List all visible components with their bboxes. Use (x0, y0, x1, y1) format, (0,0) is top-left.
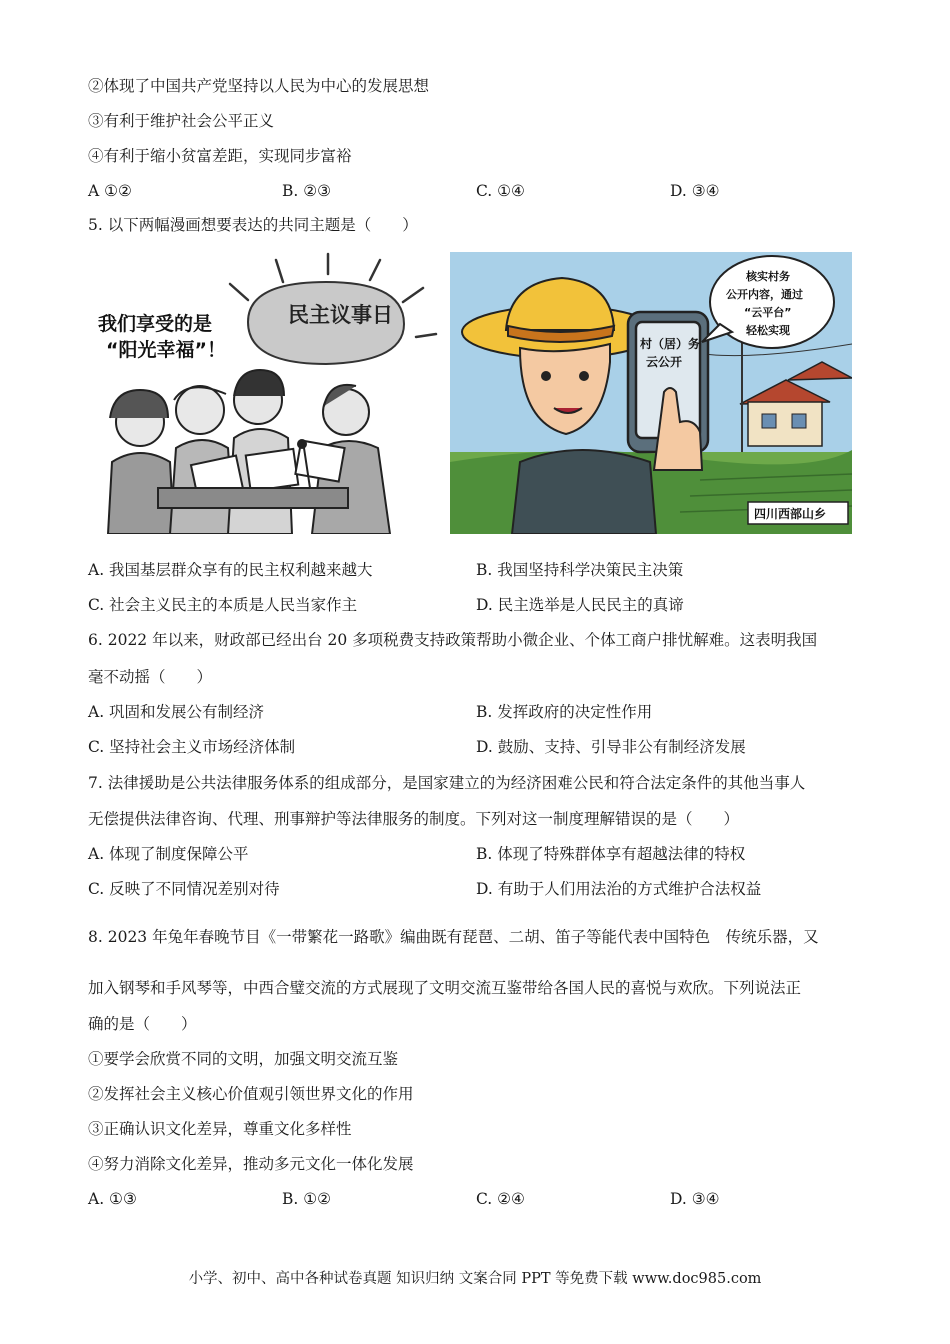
q4-statement-4: ④有利于缩小贫富差距，实现同步富裕 (88, 147, 352, 165)
q8-statement-4: ④努力消除文化差异，推动多元文化一体化发展 (88, 1155, 414, 1173)
q6-stem-line-1: 6. 2022 年以来，财政部已经出台 20 多项税费支持政策帮助小微企业、个体工商户排忧解难。这表明我国 (88, 631, 818, 649)
q5-option-c: C. 社会主义民主的本质是人民当家作主 (88, 596, 358, 614)
q5-option-a: A. 我国基层群众享有的民主权利越来越大 (88, 561, 373, 579)
q5-stem: 5. 以下两幅漫画想要表达的共同主题是（ ） (88, 216, 418, 234)
left-speech-line-1: 我们享受的是 (98, 313, 213, 335)
q7-option-c: C. 反映了不同情况差别对待 (88, 880, 280, 898)
q7-stem-line-2: 无偿提供法律咨询、代理、刑事辩护等法律服务的制度。下列对这一制度理解错误的是（ ） (88, 810, 740, 828)
q6-option-a: A. 巩固和发展公有制经济 (88, 703, 265, 721)
q8-statement-3: ③正确认识文化差异，尊重文化多样性 (88, 1120, 352, 1138)
q6-option-c: C. 坚持社会主义市场经济体制 (88, 738, 296, 756)
page-footer: 小学、初中、高中各种试卷真题 知识归纳 文案合同 PPT 等免费下载 www.doc985.com (188, 1271, 762, 1287)
q5-option-b: B. 我国坚持科学决策民主决策 (476, 561, 684, 579)
democracy-day-cartoon (98, 252, 438, 534)
phone-screen-line-2: 云公开 (646, 355, 683, 369)
q8-stem-line-1: 8. 2023 年兔年春晚节目《一带繁花一路歌》编曲既有琵琶、二胡、笛子等能代表中国特色 传统乐器，又 (88, 928, 819, 946)
bubble-line-3: “云平台” (744, 306, 792, 319)
q7-option-d: D. 有助于人们用法治的方式维护合法权益 (476, 880, 762, 898)
democracy-day-banner: 民主议事日 (288, 303, 393, 327)
left-speech-line-2: “阳光幸福”！ (106, 339, 226, 361)
bubble-line-1: 核实村务 (746, 270, 790, 283)
q8-statement-2: ②发挥社会主义核心价值观引领世界文化的作用 (88, 1085, 414, 1103)
q8-option-c: C. ②④ (476, 1190, 525, 1208)
q8-statement-1: ①要学会欣赏不同的文明，加强文明交流互鉴 (88, 1050, 399, 1068)
bubble-line-2: 公开内容，通过 (726, 288, 803, 301)
q5-option-d: D. 民主选举是人民民主的真谛 (476, 596, 684, 614)
bubble-line-4: 轻松实现 (746, 324, 790, 337)
cloud-platform-cartoon (450, 252, 852, 534)
q6-option-b: B. 发挥政府的决定性作用 (476, 703, 653, 721)
q4-statement-3: ③有利于维护社会公平正义 (88, 112, 275, 130)
q4-statement-2: ②体现了中国共产党坚持以人民为中心的发展思想 (88, 77, 430, 95)
q7-stem-line-1: 7. 法律援助是公共法律服务体系的组成部分，是国家建立的为经济困难公民和符合法定条件的其他当事人 (88, 774, 806, 792)
q4-option-d: D. ③④ (670, 182, 720, 200)
q4-option-b: B. ②③ (282, 182, 332, 200)
q6-stem-line-2: 毫不动摇（ ） (88, 668, 213, 686)
q4-option-c: C. ①④ (476, 182, 525, 200)
q8-option-a: A. ①③ (88, 1190, 137, 1208)
cartoon-caption: 四川西部山乡 (754, 507, 827, 521)
q8-stem-line-2: 加入钢琴和手风琴等，中西合璧交流的方式展现了文明交流互鉴带给各国人民的喜悦与欢欣。下列说法正 (88, 979, 802, 997)
q8-option-d: D. ③④ (670, 1190, 720, 1208)
q8-option-b: B. ①② (282, 1190, 332, 1208)
q8-stem-line-3: 确的是（ ） (88, 1015, 197, 1033)
q7-option-b: B. 体现了特殊群体享有超越法律的特权 (476, 845, 746, 863)
q7-option-a: A. 体现了制度保障公平 (88, 845, 249, 863)
q6-option-d: D. 鼓励、支持、引导非公有制经济发展 (476, 738, 746, 756)
q4-option-a: A ①② (88, 182, 132, 200)
phone-screen-line-1: 村（居）务 (640, 337, 701, 351)
